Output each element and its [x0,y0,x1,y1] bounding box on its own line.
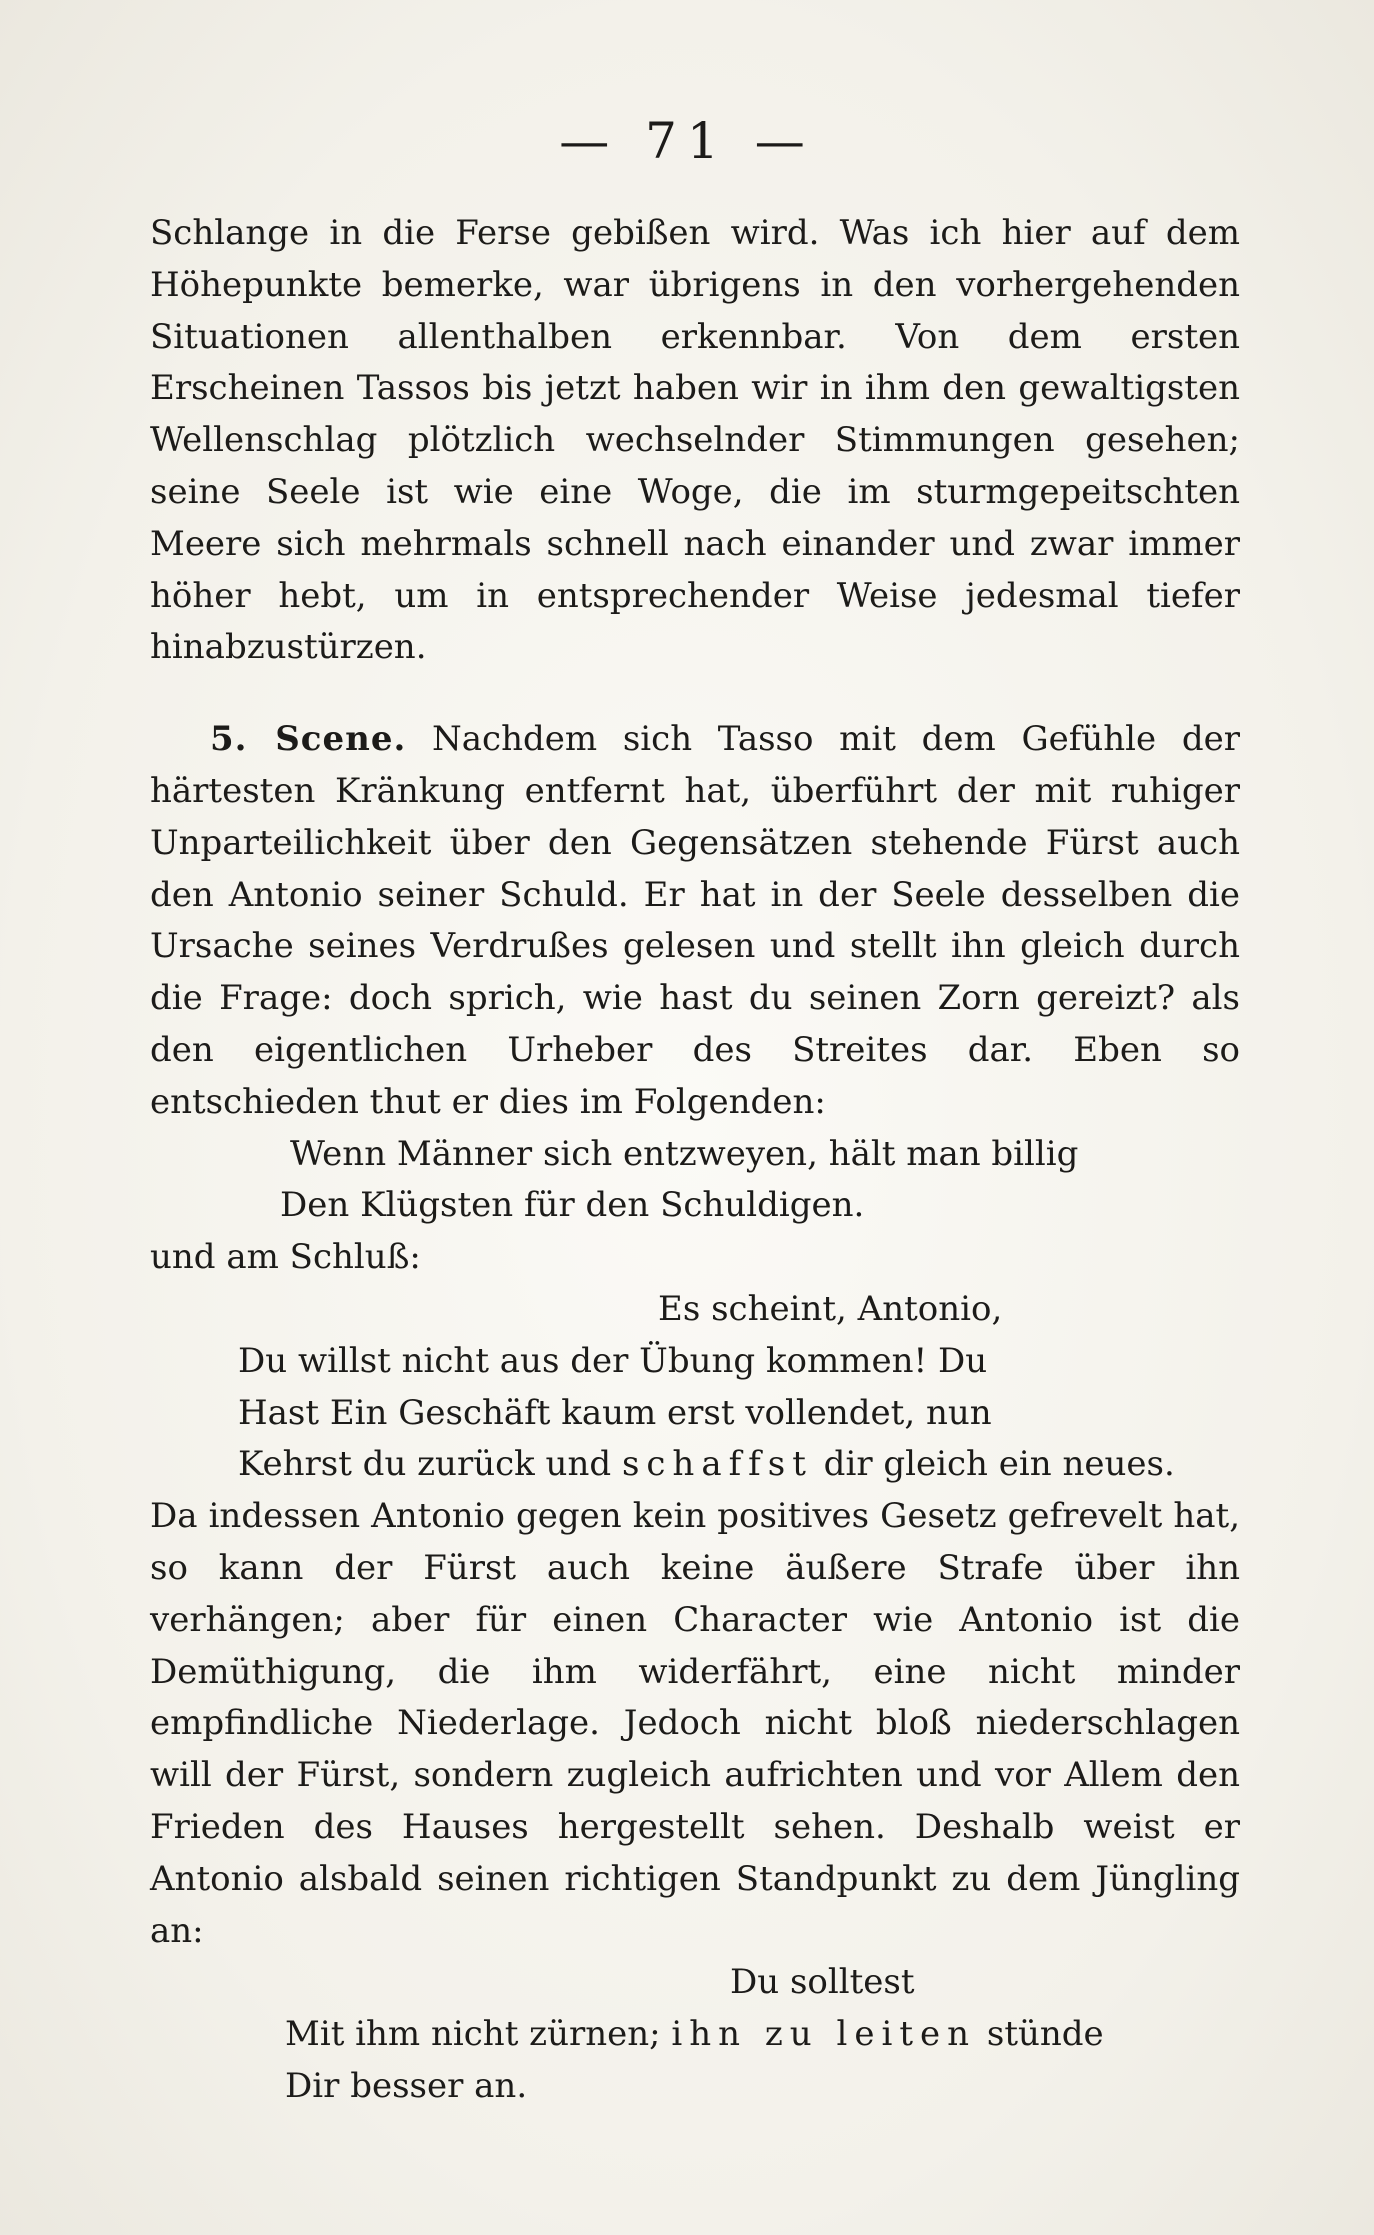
quote-2-line-1: Es scheint, Antonio, [658,1288,1003,1329]
paragraph-2 [150,714,1240,1128]
quote-3-line-2 [150,2009,1240,2061]
quote-2-line-2: Du willst nicht aus der Übung kommen! Du [238,1340,988,1381]
quote-2-line-4-c: dir gleich ein neues. [812,1444,1175,1485]
quote-3-line-1: Du solltest [730,1962,915,2003]
scene-heading: 5. Scene. [210,719,407,760]
quote-1-line-1: Wenn Männer sich entzweyen, hält man billig [290,1133,1079,1174]
quote-3-line-2-c: stünde [976,2014,1104,2055]
quote-2-line-4 [150,1439,1240,1491]
quote-2-line-3: Hast Ein Geschäft kaum erst vollendet, nun [238,1392,992,1433]
paragraph-3: Da indessen Antonio gegen kein positives Gesetz gefrevelt hat, so kann der Fürst auch keine äußere Strafe über ihn verhängen; aber für einen Character wie Antonio ist die Demüthigung, die ihm widerfährt, eine nicht minder empfindliche Niederlage. Jedoch nicht bloß niederschlagen will der Fürst, sondern zugleich aufrichten und vor Allem den Frieden des Hauses hergestellt sehen. Deshalb weist er Antonio alsbald seinen richtigen Standpunkt zu dem Jüngling an: [150,1496,1240,1951]
quote-3-emphasis: ihn zu leiten [671,2014,977,2055]
paragraph-1: Schlange in die Ferse gebißen wird. Was ich hier auf dem Höhepunkte bemerke, war übrigens in den vorhergehenden Situationen allenthalben erkennbar. Von dem ersten Erscheinen Tassos bis jetzt haben wir in ihm den gewaltigsten Wellenschlag plötzlich wechselnder Stimmungen gesehen; seine Seele ist wie eine Woge, die im sturmgepeitschten Meere sich mehrmals schnell nach einander und zwar immer höher hebt, um in entsprechender Weise jedesmal tiefer hinabzustürzen. [150,213,1240,668]
page-body [150,208,1240,2113]
connector-text: und am Schluß: [150,1237,421,1278]
quote-3-line-2-a: Mit ihm nicht zürnen; [285,2014,672,2055]
quote-3-line-3: Dir besser an. [285,2065,528,2106]
quote-1-line-2: Den Klügsten für den Schuldigen. [280,1185,865,1226]
quote-2-line-4-a: Kehrst du zurück und [238,1444,622,1485]
quote-2-emphasis: schaffst [621,1444,813,1485]
paragraph-2-text: Nachdem sich Tasso mit dem Gefühle der härtesten Kränkung entfernt hat, überführt der mit ruhiger Unparteilichkeit über den Gegensätzen stehende Fürst auch den Antonio seiner Schuld. Er hat in der Seele desselben die Ursache seines Verdrußes gelesen und stellt ihn gleich durch die Frage: doch sprich, wie hast du seinen Zorn gereizt? als den eigentlichen Urheber des Streites dar. Eben so entschieden thut er dies im Folgenden: [150,719,1240,1122]
page-number: — 71 — [559,112,815,170]
